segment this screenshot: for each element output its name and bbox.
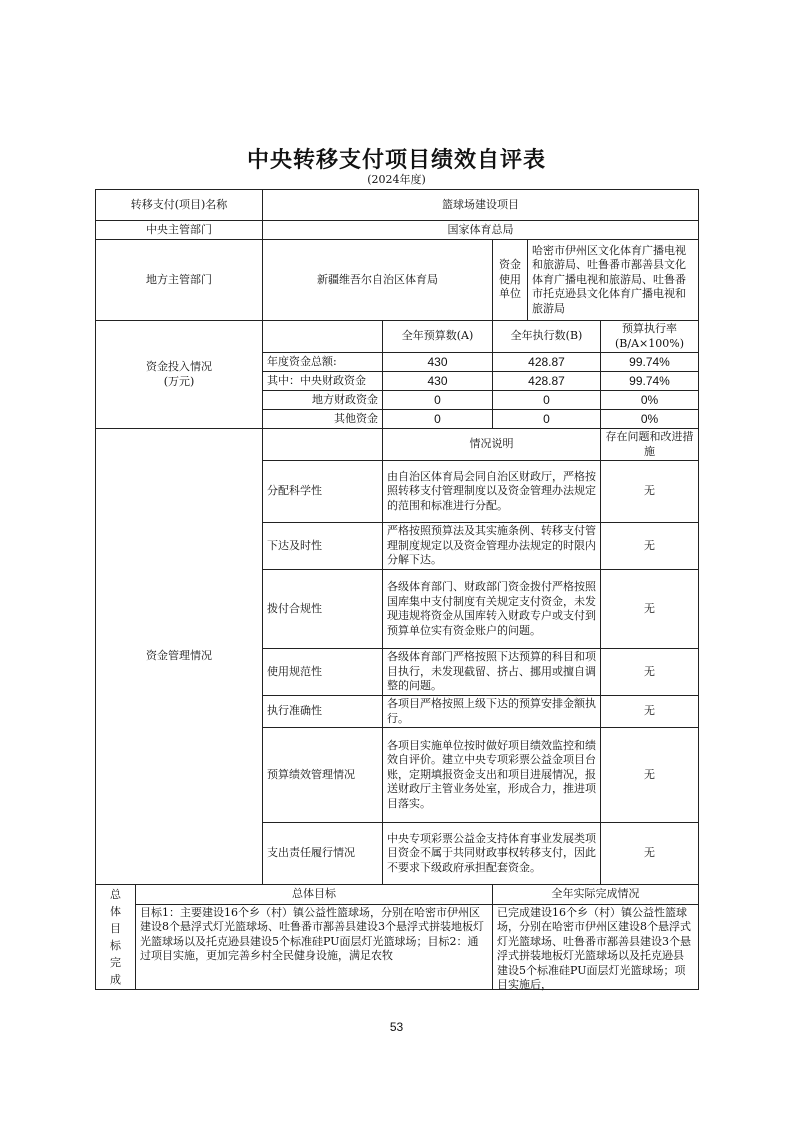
goals-col-done: 全年实际完成情况 — [493, 885, 699, 905]
funds-col-b: 全年执行数(B) — [493, 321, 601, 353]
management-desc: 中央专项彩票公益金支持体育事业发展类项目资金不属于共同财政事权转移支付，因此不要求下级政府承担配套资金。 — [383, 823, 601, 885]
fund-unit-label: 资金使用单位 — [493, 240, 528, 321]
funds-label-cell — [96, 321, 263, 429]
goals-label — [96, 885, 136, 990]
management-desc: 各项目实施单位按时做好项目绩效监控和绩效自评价。建立中央专项彩票公益金项目台账，定期填报资金支出和项目进展情况，报送财政厅主管业务处室，形成合力，推进项目落实。 — [383, 728, 601, 823]
management-label: 资金管理情况 — [96, 429, 263, 885]
document-subtitle: (2024年度) — [367, 173, 426, 186]
funds-row-b: 0 — [493, 391, 601, 410]
goals-done-content: 已完成建设16个乡（村）镇公益性篮球场，分别在哈密市伊州区建设8个悬浮式灯光篮球场、吐鲁番市鄯善县建设3个悬浮式拼装地板灯光篮球场以及托克逊县建设5个标准硅PU面层灯光篮球场；项目实施后， — [497, 905, 691, 992]
funds-row-rate: 0% — [601, 410, 699, 429]
row-central-dept — [96, 221, 699, 240]
central-dept: 国家体育总局 — [263, 221, 699, 240]
funds-unit: (万元) — [163, 374, 195, 388]
funds-header-blank — [263, 321, 383, 353]
management-item: 使用规范性 — [263, 649, 383, 696]
management-issue: 无 — [601, 523, 699, 570]
funds-row-name: 其他资金 — [263, 410, 383, 429]
goals-goal-text — [136, 904, 493, 989]
central-dept-label: 中央主管部门 — [96, 221, 263, 240]
funds-row-rate: 0% — [601, 391, 699, 410]
management-desc: 各项目严格按照上级下达的预算安排金额执行。 — [383, 696, 601, 728]
management-header-blank — [263, 429, 383, 461]
project-name-label: 转移支付(项目)名称 — [96, 190, 263, 221]
performance-table — [95, 189, 699, 990]
funds-col-a: 全年预算数(A) — [383, 321, 493, 353]
management-item: 预算绩效管理情况 — [263, 728, 383, 823]
project-name: 篮球场建设项目 — [263, 190, 699, 221]
row-local-dept — [96, 240, 699, 321]
management-col-issue: 存在问题和改进措施 — [601, 429, 699, 461]
funds-row-a: 0 — [383, 410, 493, 429]
management-item: 分配科学性 — [263, 461, 383, 523]
goals-col-goal: 总体目标 — [136, 885, 493, 905]
management-item: 拨付合规性 — [263, 570, 383, 649]
funds-row-name: 年度资金总额: — [263, 353, 383, 372]
funds-label: 资金投入情况 — [146, 360, 212, 373]
funds-col-rate: 预算执行率(B/A×100%) — [601, 321, 699, 353]
funds-row-b: 428.87 — [493, 353, 601, 372]
management-issue: 无 — [601, 728, 699, 823]
funds-row-rate: 99.74% — [601, 353, 699, 372]
funds-row-a: 430 — [383, 353, 493, 372]
management-desc: 各级体育部门、财政部门资金拨付严格按照国库集中支付制度有关规定支付资金，未发现违规将资金从国库转入财政专户或支付到预算单位实有资金账户的问题。 — [383, 570, 601, 649]
management-issue: 无 — [601, 649, 699, 696]
goals-done-text — [493, 904, 699, 992]
row-project-name — [96, 190, 699, 221]
goals-goal-content: 目标1：主要建设16个乡（村）镇公益性篮球场，分别在哈密市伊州区建设8个悬浮式灯光篮球场、吐鲁番市鄯善县建设3个悬浮式拼装地板灯光篮球场以及托克逊县建设5个标准硅PU面层灯光篮球场；目标2：通过项目实施，更加完善乡村全民健身设施，满足农牧 — [140, 905, 484, 963]
funds-row-name: 其中：中央财政资金 — [263, 372, 383, 391]
funds-row-name: 地方财政资金 — [263, 391, 383, 410]
management-issue: 无 — [601, 823, 699, 885]
management-item: 下达及时性 — [263, 523, 383, 570]
management-issue: 无 — [601, 570, 699, 649]
row-funds-header — [96, 321, 699, 353]
goals-label-vertical: 总 体 目 标 完 成 — [110, 888, 121, 986]
page-number: 53 — [389, 1020, 404, 1034]
row-management-header — [96, 429, 699, 461]
management-item: 支出责任履行情况 — [263, 823, 383, 885]
funds-row-b: 0 — [493, 410, 601, 429]
management-col-desc: 情况说明 — [383, 429, 601, 461]
funds-row-b: 428.87 — [493, 372, 601, 391]
document-title: 中央转移支付项目绩效自评表 — [246, 148, 546, 173]
row-goals-body — [96, 904, 699, 989]
row-goals-header — [96, 885, 699, 905]
management-item: 执行准确性 — [263, 696, 383, 728]
management-desc: 各级体育部门严格按照下达预算的科目和项目执行，未发现截留、挤占、挪用或擅自调整的问题。 — [383, 649, 601, 696]
management-desc: 严格按照预算法及其实施条例、转移支付管理制度规定以及资金管理办法规定的时限内分解下达。 — [383, 523, 601, 570]
funds-row-rate: 99.74% — [601, 372, 699, 391]
management-desc: 由自治区体育局会同自治区财政厅，严格按照转移支付管理制度以及资金管理办法规定的范围和标准进行分配。 — [383, 461, 601, 523]
fund-unit: 哈密市伊州区文化体育广播电视和旅游局、吐鲁番市鄯善县文化体育广播电视和旅游局、吐鲁番市托克逊县文化体育广播电视和旅游局 — [528, 240, 699, 321]
local-dept: 新疆维吾尔自治区体育局 — [263, 240, 493, 321]
management-issue: 无 — [601, 461, 699, 523]
funds-row-a: 430 — [383, 372, 493, 391]
funds-row-a: 0 — [383, 391, 493, 410]
local-dept-label: 地方主管部门 — [96, 240, 263, 321]
management-issue: 无 — [601, 696, 699, 728]
